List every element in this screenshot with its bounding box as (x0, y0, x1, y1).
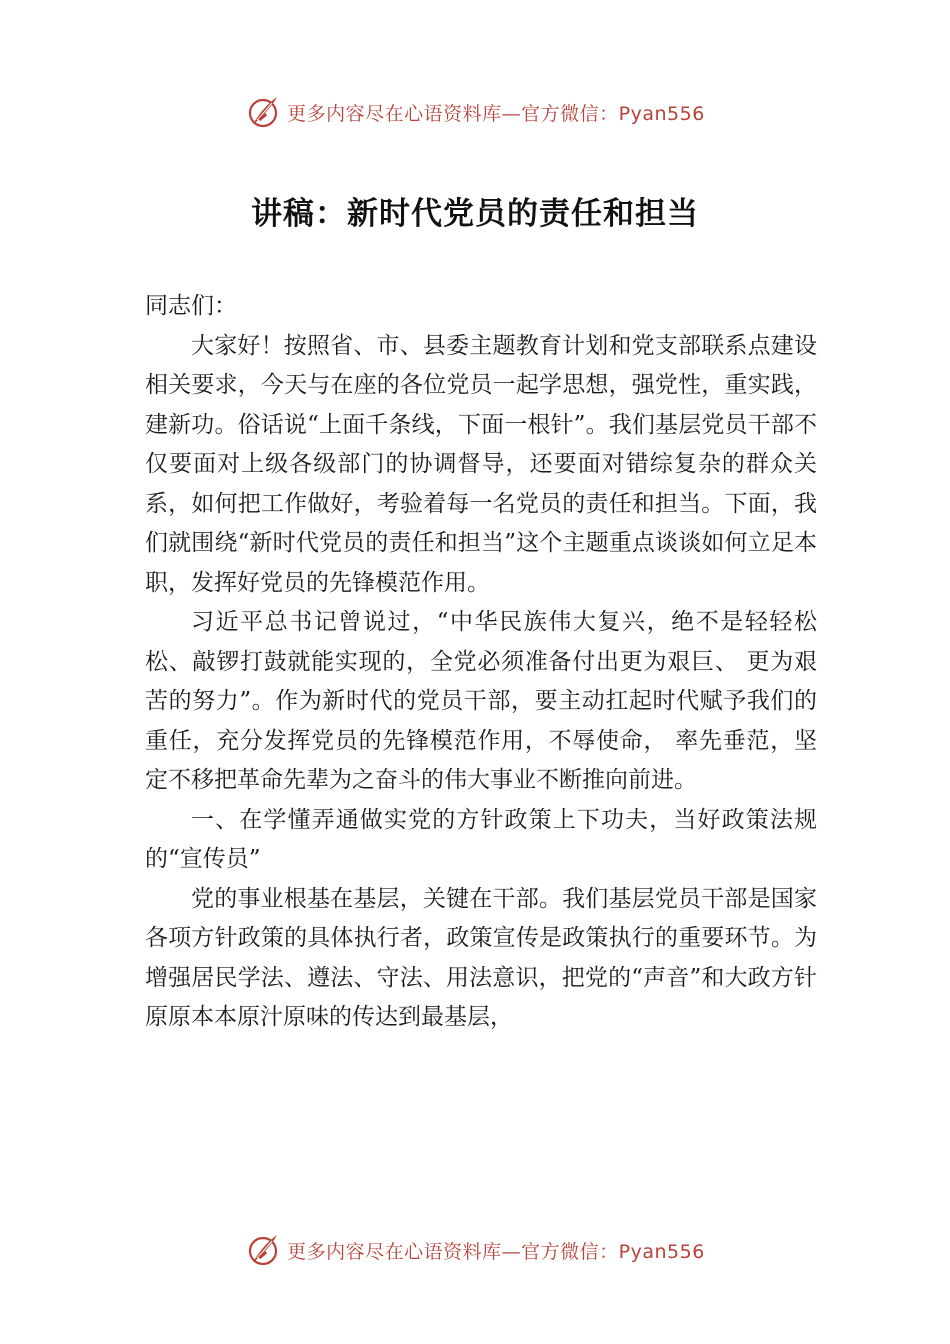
header-watermark (0, 94, 950, 130)
section-heading: 一、在学懂弄通做实党的方针政策上下功夫，当好政策法规的“宣传员” (145, 806, 817, 872)
quill-pen-logo-icon (245, 94, 281, 130)
paragraph: 大家好！按照省、市、县委主题教育计划和党支部联系点建设相关要求，今天与在座的各位党员一起学思想，强党性，重实践，建新功。俗话说“上面千条线，下面一根针”。我们基层党员干部不仅要面对上级各级部门的协调督导，还要面对错综复杂的群众关系，如何把工作做好，考验着每一名党员的责任和担当。下面，我们就围绕“新时代党员的责任和担当”这个主题重点谈谈如何立足本职，发挥好党员的先锋模范作用。 (145, 332, 817, 596)
greeting: 同志们： (145, 293, 237, 319)
watermark-text: 更多内容尽在心语资料库—官方微信： (287, 102, 619, 125)
paragraph: 党的事业根基在基层，关键在干部。我们基层党员干部是国家各项方针政策的具体执行者，政策宣传是政策执行的重要环节。为增强居民学法、遵法、守法、用法意识，把党的“声音”和大政方针原原本本原汁原味的传达到最基层， (145, 885, 817, 1030)
wechat-id: Pyan556 (618, 102, 705, 125)
watermark-text: 更多内容尽在心语资料库—官方微信： (287, 1240, 619, 1263)
document-body (145, 287, 817, 1038)
document-title: 讲稿：新时代党员的责任和担当 (251, 196, 699, 232)
wechat-id: Pyan556 (618, 1240, 705, 1263)
paragraph: 习近平总书记曾说过，“中华民族伟大复兴，绝不是轻轻松松、敲锣打鼓就能实现的，全党必须准备付出更为艰巨、 更为艰苦的努力”。作为新时代的党员干部，要主动扛起时代赋予我们的重任，充分发挥党员的先锋模范作用，不辱使命， 率先垂范，坚定不移把革命先辈为之奋斗的伟大事业不断推向前进。 (145, 609, 817, 793)
quill-pen-logo-icon (245, 1232, 281, 1268)
footer-watermark (0, 1232, 950, 1268)
